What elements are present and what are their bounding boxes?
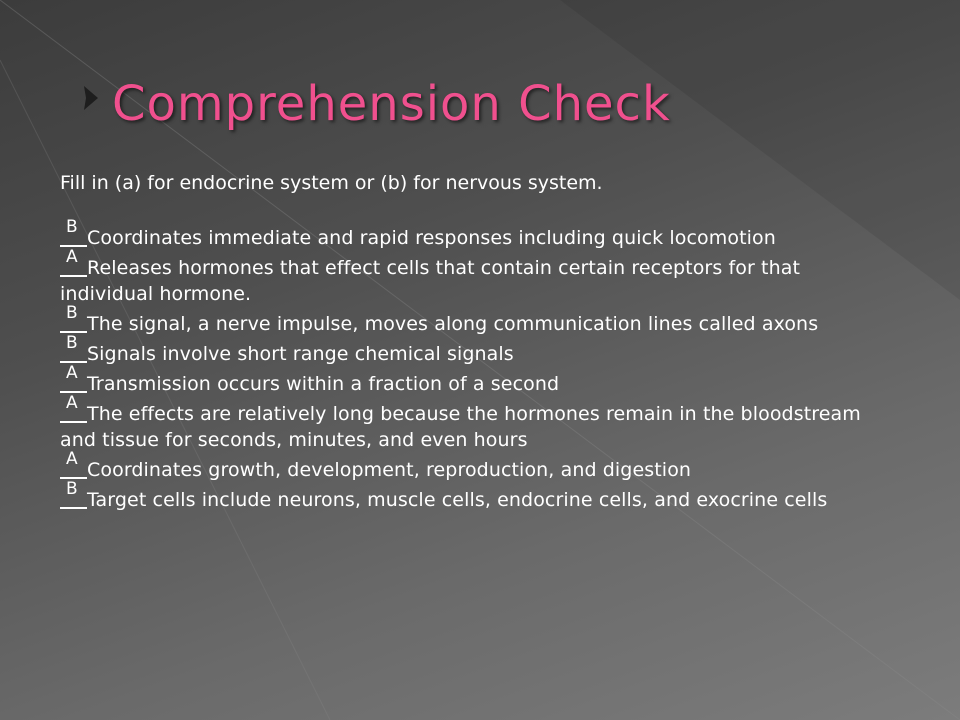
answer-letter: B: [66, 217, 78, 237]
chevron-right-icon: [84, 86, 98, 110]
question-text: Releases hormones that effect cells that contain certain receptors for that individual hormone.: [60, 257, 801, 305]
answer-blank: [60, 449, 87, 479]
slide-body: [60, 170, 880, 517]
slide-title: Comprehension Check: [112, 76, 671, 132]
question-item: [60, 303, 880, 337]
question-item: [60, 247, 880, 307]
question-item: [60, 363, 880, 397]
question-text: Transmission occurs within a fraction of a second: [87, 373, 560, 395]
answer-blank: [60, 393, 87, 423]
answer-letter: B: [66, 303, 78, 323]
instructions-text: Fill in (a) for endocrine system or (b) for nervous system.: [60, 172, 603, 194]
question-list: [60, 217, 880, 513]
answer-blank: [60, 247, 87, 277]
question-text: Coordinates growth, development, reproduction, and digestion: [87, 459, 692, 481]
question-text: Target cells include neurons, muscle cells, endocrine cells, and exocrine cells: [87, 489, 828, 511]
question-item: [60, 479, 880, 513]
answer-blank: [60, 479, 87, 509]
answer-letter: A: [66, 393, 78, 413]
question-item: [60, 217, 880, 251]
question-item: [60, 393, 880, 453]
answer-letter: B: [66, 333, 78, 353]
answer-blank: [60, 363, 87, 393]
question-item: [60, 333, 880, 367]
question-text: The signal, a nerve impulse, moves along communication lines called axons: [87, 313, 819, 335]
question-text: The effects are relatively long because the hormones remain in the bloodstream and tissue for seconds, minutes, and even hours: [60, 403, 861, 451]
answer-letter: A: [66, 449, 78, 469]
answer-letter: A: [66, 363, 78, 383]
question-text: Signals involve short range chemical signals: [87, 343, 514, 365]
answer-blank: [60, 303, 87, 333]
answer-letter: A: [66, 247, 78, 267]
question-item: [60, 449, 880, 483]
question-text: Coordinates immediate and rapid responses including quick locomotion: [87, 227, 776, 249]
answer-blank: [60, 333, 87, 363]
answer-blank: [60, 217, 87, 247]
answer-letter: B: [66, 479, 78, 499]
